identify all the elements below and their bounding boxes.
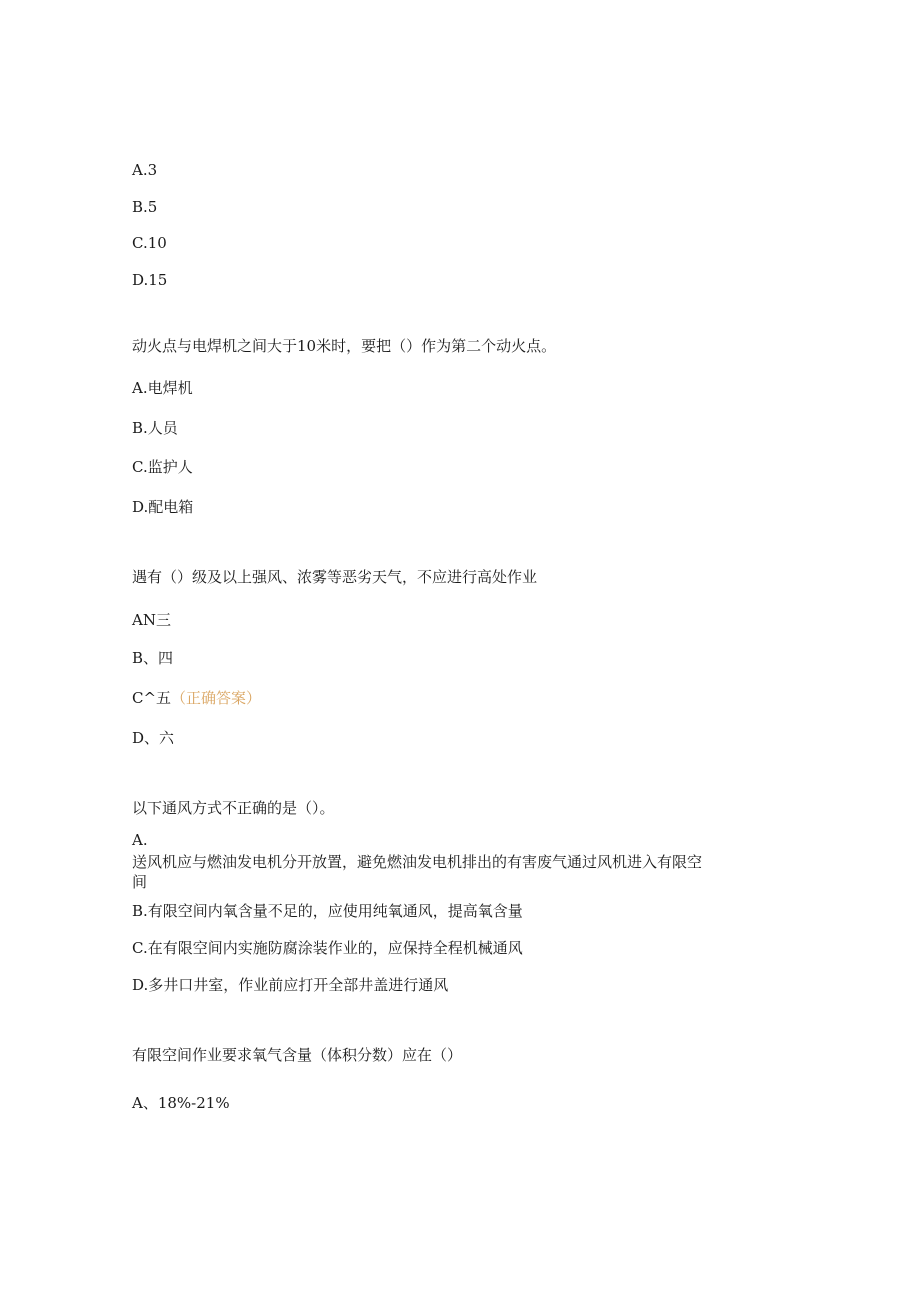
q1-option-b: B.5 xyxy=(132,198,158,216)
q4-option-d: D.多井口井室，作业前应打开全部井盖进行通风 xyxy=(132,976,449,994)
q4-question: 以下通风方式不正确的是（）。 xyxy=(132,799,335,817)
q3-option-a: AN三 xyxy=(132,611,171,629)
q5-option-a: A、18%-21% xyxy=(132,1094,230,1112)
q2-option-c: C.监护人 xyxy=(132,458,193,476)
q2-option-b: B.人员 xyxy=(132,419,178,437)
q2-option-a: A.电焊机 xyxy=(132,379,193,397)
q4-option-b: B.有限空间内氧含量不足的，应使用纯氧通风，提高氧含量 xyxy=(132,902,523,920)
q5-question: 有限空间作业要求氧气含量（体积分数）应在（） xyxy=(132,1046,463,1064)
q2-option-d: D.配电箱 xyxy=(132,498,194,516)
correct-answer-note: （正确答案） xyxy=(171,689,262,707)
q3-option-c xyxy=(132,688,261,708)
q3-option-b: B、四 xyxy=(132,649,174,667)
q2-question: 动火点与电焊机之间大于10米时，要把（）作为第二个动火点。 xyxy=(132,337,557,355)
q1-option-d: D.15 xyxy=(132,271,168,289)
q3-question: 遇有（）级及以上强风、浓雾等恶劣天气，不应进行高处作业 xyxy=(132,568,538,586)
q1-option-c: C.10 xyxy=(132,234,167,252)
q3-option-c-text: C^五 xyxy=(132,689,172,707)
q4-option-a-line2: 间 xyxy=(132,873,148,891)
q4-option-c: C.在有限空间内实施防腐涂装作业的，应保持全程机械通风 xyxy=(132,939,523,957)
q4-option-a-line1: 送风机应与燃油发电机分开放置，避免燃油发电机排出的有害废气通过风机进入有限空 xyxy=(132,853,703,871)
q3-option-d: D、六 xyxy=(132,729,175,747)
q1-option-a: A.3 xyxy=(132,161,158,179)
q4-option-a-letter: A. xyxy=(132,831,148,849)
